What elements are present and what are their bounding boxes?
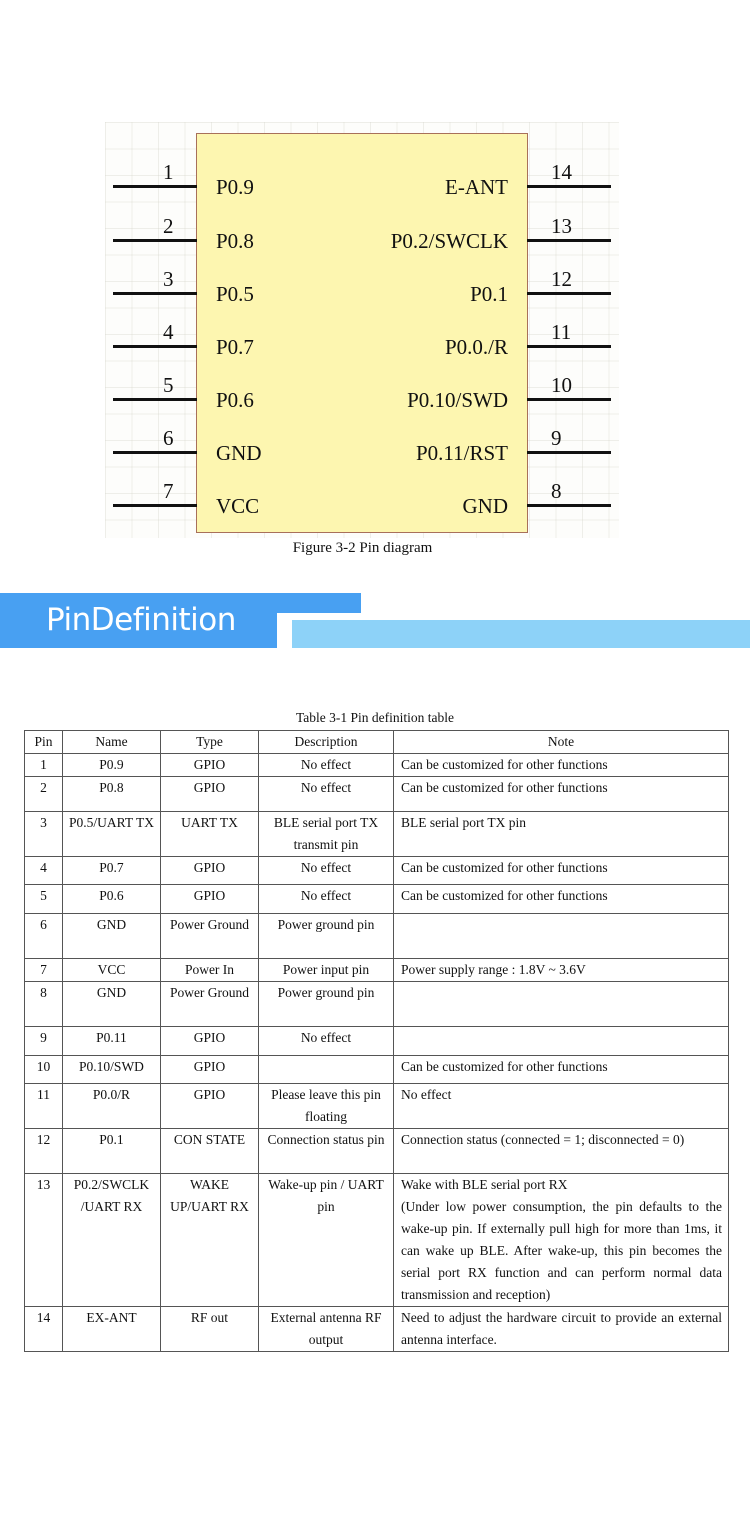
pin-line [527,504,611,507]
cell-pin: 14 [25,1307,63,1352]
cell-description: No effect [259,777,394,812]
column-header-type: Type [161,731,259,754]
pin-number: 8 [551,479,562,503]
pin-label: VCC [216,494,260,518]
cell-note: Power supply range : 1.8V ~ 3.6V [394,959,729,982]
cell-type: GPIO [161,1027,259,1056]
cell-type: GPIO [161,777,259,812]
pin-label: E-ANT [445,175,508,199]
cell-name: P0.7 [63,857,161,885]
pin-label: P0.11/RST [416,441,508,465]
cell-description: Power ground pin [259,914,394,959]
note-paragraph: (Under low power consumption, the pin defaults to the wake-up pin. If externally pull high for more than 1ms, it can wake up BLE. After wake-up, this pin becomes the serial port RX function and can perform normal data transmission and reception) [401,1199,722,1302]
cell-description: Connection status pin [259,1129,394,1174]
cell-pin: 7 [25,959,63,982]
cell-name: VCC [63,959,161,982]
cell-type: GPIO [161,885,259,914]
cell-type: GPIO [161,1056,259,1084]
cell-type: Power Ground [161,914,259,959]
cell-pin: 3 [25,812,63,857]
cell-type: UART TX [161,812,259,857]
cell-pin: 1 [25,754,63,777]
pin-label: P0.8 [216,229,254,253]
cell-description: Wake-up pin / UART pin [259,1174,394,1307]
cell-note: Can be customized for other functions [394,1056,729,1084]
cell-note [394,1027,729,1056]
table-row [25,857,729,885]
cell-name: GND [63,982,161,1027]
cell-note: BLE serial port TX pin [394,812,729,857]
pin-number: 4 [163,320,174,344]
cell-type: Power In [161,959,259,982]
pin-number: 10 [551,373,572,397]
table-row [25,1307,729,1352]
cell-type: GPIO [161,1084,259,1129]
cell-pin: 6 [25,914,63,959]
pin-line [113,398,197,401]
cell-name: P0.2/SWCLK /UART RX [63,1174,161,1307]
pin-label: P0.6 [216,388,254,412]
cell-note: Can be customized for other functions [394,857,729,885]
pin-number: 9 [551,426,562,450]
pin-number: 7 [163,479,174,503]
cell-note: Connection status (connected = 1; disconnected = 0) [394,1129,729,1174]
figure-caption: Figure 3-2 Pin diagram [292,540,433,556]
table-row [25,885,729,914]
cell-type: CON STATE [161,1129,259,1174]
cell-description: BLE serial port TX transmit pin [259,812,394,857]
table-row [25,812,729,857]
table-header-row [25,731,729,754]
cell-type: GPIO [161,754,259,777]
pin-label: P0.9 [216,175,254,199]
pin-number: 3 [163,267,174,291]
pin-line [113,504,197,507]
cell-pin: 9 [25,1027,63,1056]
pin-line [527,239,611,242]
cell-type: WAKE UP/UART RX [161,1174,259,1307]
cell-pin: 2 [25,777,63,812]
pin-line [527,345,611,348]
pin-line [113,451,197,454]
cell-description: No effect [259,857,394,885]
table-row [25,1084,729,1129]
cell-note [394,982,729,1027]
pin-label: GND [462,494,508,518]
table-row [25,1174,729,1307]
cell-pin: 5 [25,885,63,914]
pin-number: 13 [551,214,572,238]
column-header-description: Description [259,731,394,754]
cell-note [394,914,729,959]
pin-number: 14 [551,160,572,184]
pin-label: P0.5 [216,282,254,306]
cell-type: RF out [161,1307,259,1352]
pin-line [527,451,611,454]
banner-secondary-bar [292,620,750,648]
cell-note: Can be customized for other functions [394,777,729,812]
note-line-1: Wake with BLE serial port RX [401,1177,568,1192]
cell-note: No effect [394,1084,729,1129]
pin-line [113,185,197,188]
pin-label: P0.7 [216,335,254,359]
cell-pin: 4 [25,857,63,885]
table-row [25,777,729,812]
cell-pin: 12 [25,1129,63,1174]
cell-pin: 13 [25,1174,63,1307]
table-caption: Table 3-1 Pin definition table [295,710,455,725]
cell-name: P0.10/SWD [63,1056,161,1084]
cell-description: No effect [259,1027,394,1056]
pin-number: 2 [163,214,174,238]
pin-label: P0.0./R [444,335,508,359]
pin-definition-table [24,730,729,1352]
pin-label: P0.2/SWCLK [390,229,508,253]
table-row [25,982,729,1027]
cell-type: Power Ground [161,982,259,1027]
cell-note: Can be customized for other functions [394,885,729,914]
pin-label: P0.10/SWD [407,388,508,412]
cell-name: P0.8 [63,777,161,812]
cell-name: P0.6 [63,885,161,914]
cell-pin: 10 [25,1056,63,1084]
pin-line [527,185,611,188]
cell-pin: 8 [25,982,63,1027]
pin-label: GND [216,441,262,465]
column-header-name: Name [63,731,161,754]
cell-description: Power ground pin [259,982,394,1027]
cell-description: Power input pin [259,959,394,982]
cell-description: Please leave this pin floating [259,1084,394,1129]
cell-name: P0.11 [63,1027,161,1056]
cell-note [394,1174,729,1307]
cell-description: No effect [259,754,394,777]
cell-type: GPIO [161,857,259,885]
cell-description [259,1056,394,1084]
pin-number: 11 [551,320,572,344]
pin-line [113,292,197,295]
cell-description: No effect [259,885,394,914]
cell-name: EX-ANT [63,1307,161,1352]
cell-note: Can be customized for other functions [394,754,729,777]
pin-number: 6 [163,426,174,450]
table-row [25,1056,729,1084]
cell-name: P0.0/R [63,1084,161,1129]
cell-name: P0.1 [63,1129,161,1174]
cell-description: External antenna RF output [259,1307,394,1352]
cell-note: Need to adjust the hardware circuit to provide an external antenna interface. [394,1307,729,1352]
table-row [25,959,729,982]
pin-line [527,292,611,295]
pin-label: P0.1 [470,282,508,306]
column-header-pin: Pin [25,731,63,754]
pin-number: 1 [163,160,174,184]
cell-name: GND [63,914,161,959]
column-header-note: Note [394,731,729,754]
table-row [25,754,729,777]
table-row [25,914,729,959]
pin-number: 12 [551,267,572,291]
section-title: PinDefinition [46,602,236,638]
pin-line [113,239,197,242]
cell-name: P0.9 [63,754,161,777]
banner-tab-extension [277,593,361,613]
pin-number: 5 [163,373,174,397]
table-row [25,1027,729,1056]
cell-pin: 11 [25,1084,63,1129]
pin-line [527,398,611,401]
pin-line [113,345,197,348]
table-row [25,1129,729,1174]
cell-name: P0.5/UART TX [63,812,161,857]
